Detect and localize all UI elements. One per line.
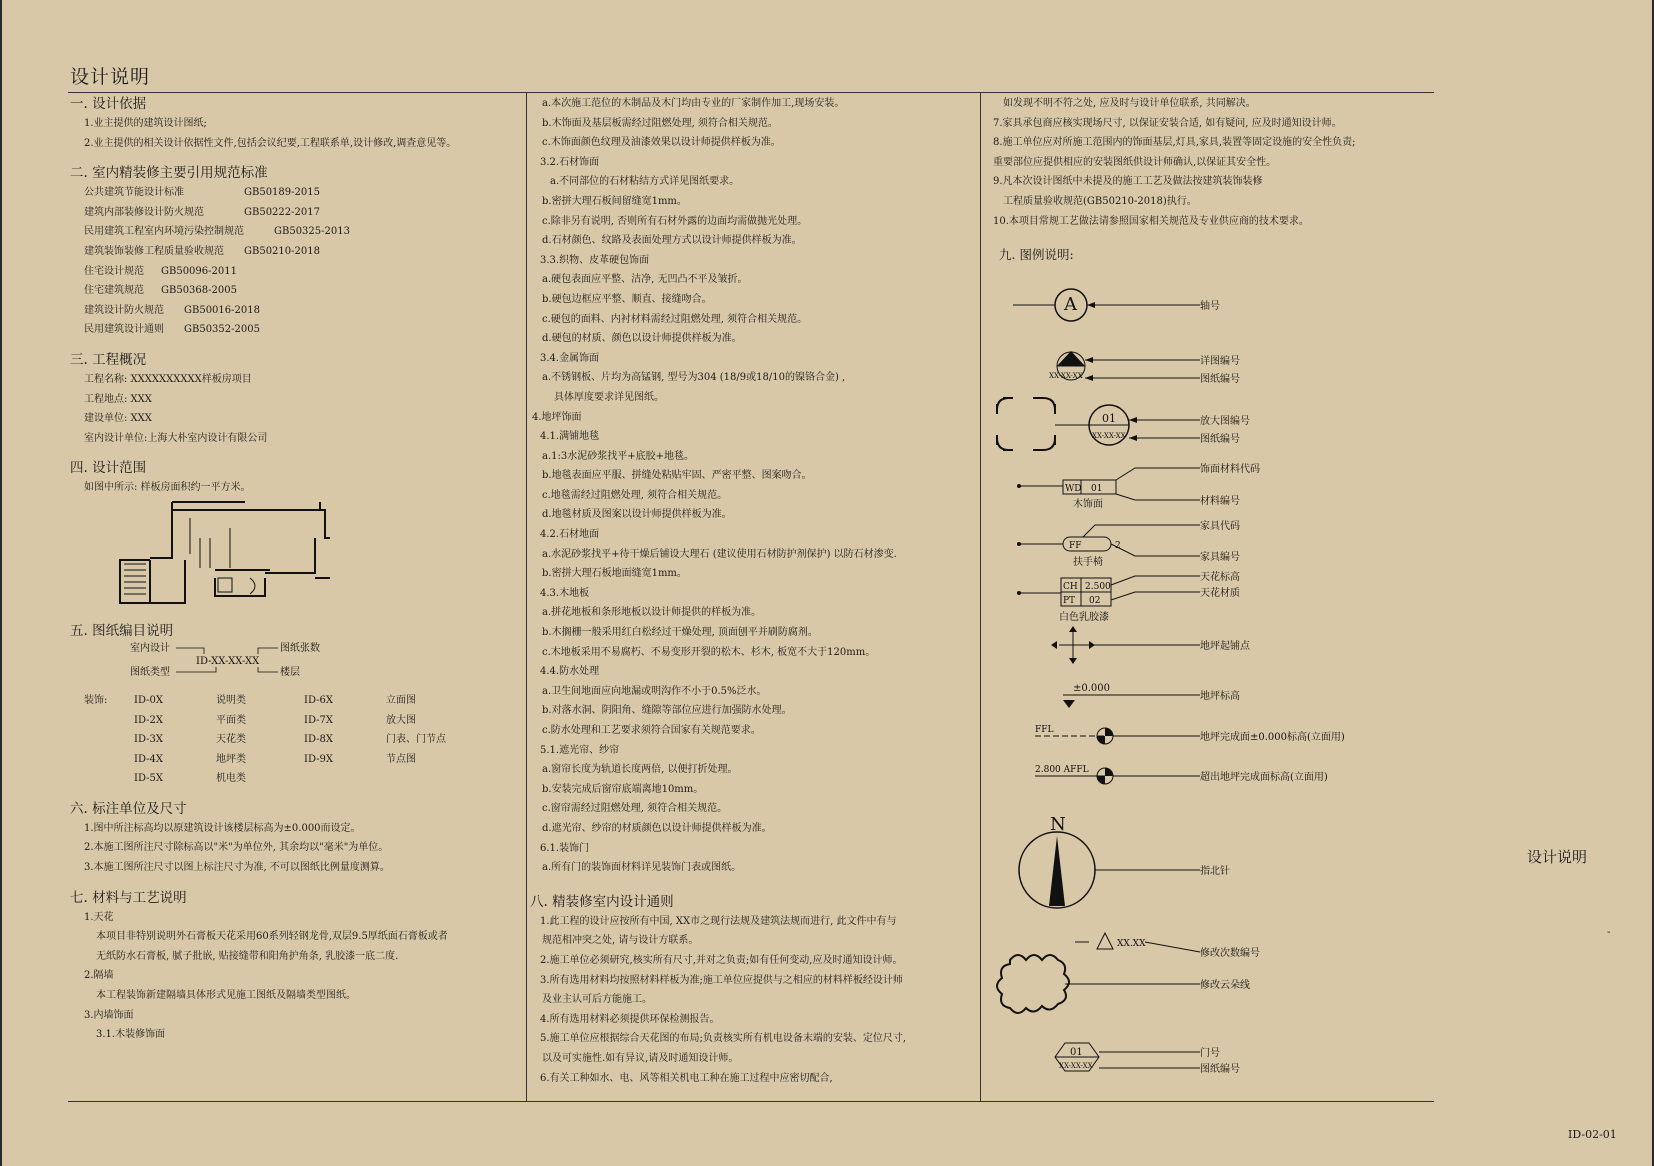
text-line: 以及可实施性.如有异议,请及时通知设计师。 [542,1052,739,1064]
standard-row [70,222,520,242]
standard-name: 建筑装饰装修工程质量验收规范 [84,245,224,257]
text-line: 6.有关工种如水、电、风等相关机电工种在施工过程中应密切配合, [540,1072,833,1084]
text-line: 3.本施工图所注尺寸以图上标注尺寸为准, 不可以图纸比例量度测算。 [84,862,390,874]
north-letter: N [1050,814,1066,835]
legend-label: 饰面材料代码 [1200,464,1260,475]
paint-number: 02 [1089,596,1101,606]
codes-label: 装饰: [84,694,108,706]
subheading: 3.3.织物、皮革硬包饰面 [540,254,650,266]
legend-label: 超出地坪完成面标高(立面用) [1200,772,1328,783]
standard-row [70,262,520,282]
column-divider-2 [980,93,981,1101]
standard-row [70,242,520,262]
section-heading: 四. 设计范围 [70,460,147,477]
text-line: b.安装完成后窗帘底端离地10mm。 [542,783,704,795]
legend-label: 地坪完成面±0.000标高(立面用) [1200,732,1345,743]
text-line: 工程地点: XXX [84,393,152,405]
drawing-code-diagram [130,641,410,681]
code: ID-0X [134,694,164,706]
page-title: 设计说明 [70,66,151,88]
text-line: b.密拼大理石板地面缝宽1mm。 [542,568,687,580]
legend-label: 天花标高 [1200,572,1240,583]
standard-row [70,203,520,223]
text-line: 7.家具承包商应核实现场尺寸, 以保证安装合适, 如有疑问, 应及时通知设计师。 [993,117,1342,129]
text-line: 1.天花 [84,911,114,923]
text-line: 本项目非特别说明外石膏板天花采用60系列轻钢龙骨,双层9.5厚纸面石膏板或者 [96,931,448,943]
text-line: c.防水处理和工艺要求须符合国家有关规范要求。 [542,725,761,736]
text-line: a.1:3水泥砂浆找平+底胶+地毯。 [542,450,694,462]
text-line: c.窗帘需经过阻燃处理, 须符合相关规范。 [542,803,728,815]
floor-plan-thumbnail [90,498,330,613]
column-3 [985,94,1425,1075]
detail-sub: XX-XX-XX [1049,372,1083,380]
furniture-number: 2 [1115,541,1121,551]
text-line: 规范相冲突之处, 请与设计方联系。 [542,935,699,947]
subheading: 5.1.遮光帘、纱帘 [540,744,620,756]
text-line: 本工程装饰新建隔墙具体形式见施工图纸及隔墙类型图纸。 [96,990,356,1002]
frame-left-border [0,0,2,1166]
text-line: 无纸防水石膏板, 腻子批嵌, 贴接缝带和阳角护角条, 乳胶漆一底二度. [96,950,399,962]
legend-label: 图纸编号 [1200,374,1240,385]
text-line: d.硬包的材质、颜色以设计师提供样板为准。 [542,333,742,345]
text-line: 室内设计单位:上海大朴室内设计有限公司 [84,432,268,444]
legend-symbols [985,270,1425,1090]
axis-letter: A [1064,294,1077,315]
text-line: b.密拼大理石板间留缝宽1mm。 [542,195,687,207]
standard-code: GB50368-2005 [161,285,237,297]
text-line: c.除非另有说明, 否则所有石材外露的边面均需做抛光处理。 [542,215,808,227]
text-line: a.硬包表面应平整、洁净, 无凹凸不平及皱折。 [542,274,748,286]
standard-row [70,320,520,340]
standard-code: GB50210-2018 [244,245,320,257]
text-line: d.石材颜色、纹路及表面处理方式以设计师提供样板为准。 [542,235,802,247]
text-line: 4.所有选用材料必须提供环保检测报告。 [540,1013,720,1025]
text-line: 5.施工单位应根据综合天花图的布局;负责核实所有机电设备末端的安装、定位尺寸, [540,1033,907,1045]
text-line: b.木搁栅一般采用红白松经过干燥处理, 顶面刨平并刷防腐剂。 [542,627,818,639]
section-heading: 一. 设计依据 [70,96,147,112]
legend-label: 修改次数编号 [1200,948,1260,959]
section-heading: 八. 精装修室内设计通则 [530,893,674,910]
text-line: a.水泥砂浆找平+待干燥后铺设大理石 (建议使用石材防护剂保护) 以防石材渗变. [542,548,897,560]
floor-elevation-value: ±0.000 [1073,683,1111,694]
furniture-name: 扶手椅 [1073,557,1103,568]
standard-name: 公共建筑节能设计标准 [84,187,184,199]
text-line: 10.本项目常规工艺做法请参照国家相关规范及专业供应商的技术要求。 [993,215,1309,227]
text-line: b.硬包边框应平整、顺直、接缝吻合。 [542,293,712,305]
detail-number: 01 [1064,354,1078,367]
legend-label: 天花材质 [1200,588,1240,599]
text-line: 具体厚度要求详见图纸。 [554,391,664,403]
text-line: 3.1.木装修饰面 [96,1029,166,1041]
standard-code: GB50096-2011 [161,265,237,277]
legend-label: 地坪标高 [1200,691,1240,702]
subheading: 3.2.石材饰面 [540,156,600,168]
text-line: b.地毯表面应平服、拼缝处粘贴牢固、严密平整、图案吻合。 [542,470,812,482]
legend-label: 轴号 [1200,301,1220,312]
text-line: a.窗帘长度为轨道长度两倍, 以便打折处理。 [542,764,738,776]
text-line: a.拼花地板和条形地板以设计师提供的样板为准。 [542,607,762,619]
subheading: 4.2.石材地面 [540,529,600,541]
standard-row [70,183,520,203]
revision-tag: XX.XX [1117,939,1146,949]
legend-label: 放大图编号 [1200,416,1250,427]
code: ID-5X [134,773,164,785]
code-type: 地坪类 [216,753,246,765]
standard-code: GB50352-2005 [184,324,260,336]
standard-name: 民用建筑设计通则 [84,324,164,336]
section-heading: 五. 图纸编目说明 [70,622,174,639]
code-type: 平面类 [216,714,246,726]
code-label-designer: 室内设计 [130,642,170,654]
code-type: 立面图 [386,694,416,706]
standard-name: 建筑设计防火规范 [84,304,164,316]
code-format: ID-XX-XX-XX [196,655,260,667]
text-line: 2.施工单位必须研究,核实所有尺寸,并对之负责;如有任何变动,应及时通知设计师。 [540,954,903,966]
code-label-type: 图纸类型 [130,666,170,678]
text-line: 如图中所示: 样板房面积约一平方米。 [84,482,251,494]
standard-row [70,301,520,321]
column-2 [530,94,970,1088]
legend-label: 家具编号 [1200,552,1240,563]
top-rule [68,92,1434,93]
text-line: 工程名称: XXXXXXXXXX样板房项目 [84,373,252,385]
section-heading: 七. 材料与工艺说明 [70,889,187,906]
text-line: 9.凡本次设计图纸中未提及的施工工艺及做法按建筑装饰装修 [993,176,1263,188]
text-line: d.地毯材质及图案以设计师提供样板为准。 [542,509,732,521]
material-number: 01 [1091,484,1103,494]
ceiling-finish-name: 白色乳胶漆 [1059,612,1109,623]
text-line: 重要部位应提供相应的安装图纸供设计师确认,以保证其安全性。 [993,156,1277,168]
code-type: 说明类 [216,694,246,706]
paint-code: PT [1063,596,1076,606]
text-line: a.卫生间地面应向地漏或明沟作不小于0.5%泛水。 [542,685,767,697]
text-line: 1.业主提供的建筑设计图纸; [84,118,207,129]
section-heading: 二. 室内精装修主要引用规范标准 [70,165,268,182]
text-line: d.遮光帘、纱帘的材质颜色以设计师提供样板为准。 [542,822,772,834]
code-label-count: 图纸张数 [280,642,320,654]
text-line: 1.此工程的设计应按所有中国, XX市之现行法规及建筑法规而进行, 此文件中有与 [540,915,897,927]
standard-name: 住宅建筑规范 [84,285,144,297]
text-line: 3.所有选用材料均按照材料样板为准;施工单位应提供与之相应的材料样板经设计师 [540,974,903,986]
code: ID-9X [304,753,334,765]
text-line: 及业主认可后方能施工。 [542,994,652,1006]
material-code: WD [1065,484,1082,494]
text-line: a.不锈钢板、片均为高锰钢, 型号为304 (18/9或18/10的镍铬合金) , [542,372,846,384]
standard-code: GB50189-2015 [244,187,320,199]
text-line: a.本次施工范位的木制品及木门均由专业的厂家制作加工,现场安装。 [542,98,845,109]
title-block-dash: - [1607,927,1611,938]
sheet-number: ID-02-01 [1568,1128,1617,1141]
subheading: 4.1.满铺地毯 [540,431,600,443]
text-line: c.木饰面颜色纹理及油漆效果以设计师提供样板为准。 [542,137,781,149]
section-heading: 三. 工程概况 [70,351,147,368]
enlarge-number: 01 [1102,412,1116,425]
subheading: 4.地坪饰面 [532,411,582,423]
material-name: 木饰面 [1073,499,1103,510]
code-type: 机电类 [216,773,246,785]
legend-label: 门号 [1200,1048,1220,1059]
text-line: 3.内墙饰面 [84,1009,134,1021]
standard-code: GB50222-2017 [244,206,320,218]
enlarge-sub: XX-XX-XX [1092,432,1126,440]
text-line: b.木饰面及基层板需经过阻燃处理, 须符合相关规范。 [542,117,778,129]
code: ID-2X [134,714,164,726]
text-line: 工程质量验收规范(GB50210-2018)执行。 [1003,195,1197,207]
door-number: 01 [1070,1047,1083,1058]
code-type: 天花类 [216,734,246,746]
text-line: b.对落水洞、阴阳角、缝隙等部位应进行加强防水处理。 [542,705,792,717]
text-line: c.木地板采用不易腐朽、不易变形开裂的松木、杉木, 板宽不大于120mm。 [542,646,876,658]
standard-code: GB50016-2018 [184,304,260,316]
legend-label: 详图编号 [1200,356,1240,367]
text-line: 2.隔墙 [84,970,114,982]
title-block-name: 设计说明 [1527,848,1588,866]
column-1 [70,94,520,1045]
text-line: 8.施工单位应对所施工范围内的饰面基层,灯具,家具,装置等固定设施的安全性负责; [993,137,1356,149]
text-line: 2.业主提供的相关设计依据性文件,包括会议纪要,工程联系单,设计修改,调查意见等。 [84,137,457,149]
legend-label: 图纸编号 [1200,434,1240,445]
affl-tag: 2.800 AFFL [1035,765,1089,775]
furniture-code: FF [1069,541,1082,551]
section-heading: 九. 图例说明: [999,247,1074,263]
door-sub: XX-XX-XX [1059,1062,1093,1070]
text-line: 建设单位: XXX [84,413,152,425]
standard-name: 住宅设计规范 [84,265,144,277]
text-line: c.硬包的面料、内衬材料需经过阻燃处理, 须符合相关规范。 [542,313,808,325]
text-line: 如发现不明不符之处, 应及时与设计单位联系, 共同解决。 [1003,98,1256,109]
code-type: 放大图 [386,714,416,726]
legend-label: 材料编号 [1200,496,1240,507]
ffl-tag: FFL [1035,725,1054,735]
ceiling-height: 2.500 [1085,582,1111,592]
code-label-floor: 楼层 [280,666,300,678]
subheading: 4.4.防水处理 [540,666,600,678]
text-line: 2.本施工图所注尺寸除标高以"米"为单位外, 其余均以"毫米"为单位。 [84,842,389,854]
subheading: 4.3.木地板 [540,587,590,599]
standard-name: 民用建筑工程室内环境污染控制规范 [84,226,244,238]
ceiling-code: CH [1063,582,1078,592]
standard-code: GB50325-2013 [274,226,350,238]
code: ID-7X [304,714,334,726]
code: ID-4X [134,753,164,765]
legend-label: 指北针 [1200,866,1230,877]
section-heading: 六. 标注单位及尺寸 [70,800,187,817]
code: ID-3X [134,734,164,746]
legend-label: 图纸编号 [1200,1064,1240,1075]
legend-label: 地坪起铺点 [1200,641,1250,652]
text-line: 1.图中所注标高均以原建筑设计该楼层标高为±0.000而设定。 [84,822,361,834]
subheading: 3.4.金属饰面 [540,352,600,364]
legend-label: 家具代码 [1200,521,1240,532]
subheading: 6.1.装饰门 [540,842,590,854]
standard-name: 建筑内部装修设计防火规范 [84,206,204,218]
legend-label: 修改云朵线 [1200,980,1250,991]
bottom-rule [68,1101,1434,1102]
code-type: 节点图 [386,753,416,765]
text-line: a.不同部位的石材粘结方式详见图纸要求。 [550,176,740,188]
text-line: a.所有门的装饰面材料详见装饰门表或图纸。 [542,862,742,874]
code-type: 门表、门节点 [386,734,446,746]
column-divider-1 [526,93,527,1101]
text-line: c.地毯需经过阻燃处理, 须符合相关规范。 [542,489,728,501]
standard-row [70,281,520,301]
code: ID-6X [304,694,334,706]
code: ID-8X [304,734,334,746]
